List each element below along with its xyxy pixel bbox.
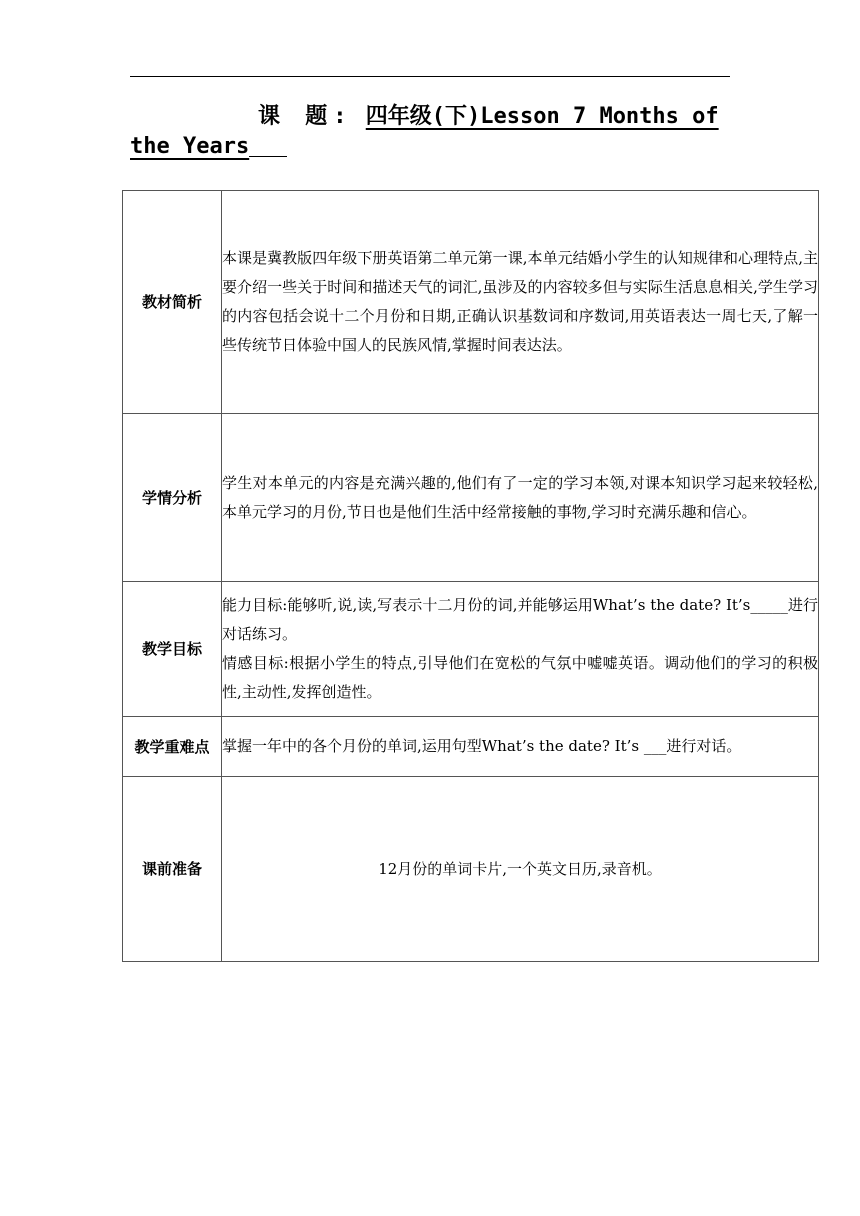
title-line-1: 四年级(下)Lesson 7 Months of [365, 104, 719, 129]
row-heading: 学情分析 [123, 414, 222, 582]
row-heading: 教材简析 [123, 191, 222, 414]
row-heading: 教学重难点 [123, 717, 222, 777]
table-row-student-analysis [123, 414, 819, 582]
table-row-textbook-analysis [123, 191, 819, 414]
content-paragraph: 能力目标:能够听,说,读,写表示十二月份的词,并能够运用What’s the date? It’s_____进行对话练习。 [222, 596, 818, 643]
row-content [222, 414, 819, 582]
content-paragraph: 情感目标:根据小学生的特点,引导他们在宽松的气氛中嘘嘘英语。调动他们的学习的积极性,主动性,发挥创造性。 [222, 654, 818, 701]
row-content [222, 777, 819, 962]
content-paragraph: 12月份的单词卡片,一个英文日历,录音机。 [378, 859, 662, 878]
content-paragraph: 掌握一年中的各个月份的单词,运用句型What’s the date? It’s ___进行对话。 [222, 737, 742, 755]
title-underline-blank [249, 136, 287, 157]
title-line-2: the Years [130, 134, 250, 159]
row-heading: 教学目标 [123, 582, 222, 717]
content-paragraph: 学生对本单元的内容是充满兴趣的,他们有了一定的学习本领,对课本知识学习起来较轻松,本单元学习的月份,节日也是他们生活中经常接触的事物,学习时充满乐趣和信心。 [222, 473, 818, 521]
content-paragraph: 本课是冀教版四年级下册英语第二单元第一课,本单元结婚小学生的认知规律和心理特点,主要介绍一些关于时间和描述天气的词汇,虽涉及的内容较多但与实际生活息息相关,学生学习的内容包括会说十二个月份和日期,正确认识基数词和序数词,用英语表达一周七天,了解一些传统节日体验中国人的民族风情,掌握时间表达法。 [222, 249, 818, 354]
table-row-preparation [123, 777, 819, 962]
row-content [222, 717, 819, 777]
table-row-key-points [123, 717, 819, 777]
title-label: 课 题: [258, 104, 353, 129]
header-rule [130, 76, 730, 77]
lesson-plan-table [122, 190, 819, 962]
row-content [222, 582, 819, 717]
lesson-title [130, 102, 730, 162]
row-heading: 课前准备 [123, 777, 222, 962]
row-content [222, 191, 819, 414]
table-row-teaching-objectives [123, 582, 819, 717]
